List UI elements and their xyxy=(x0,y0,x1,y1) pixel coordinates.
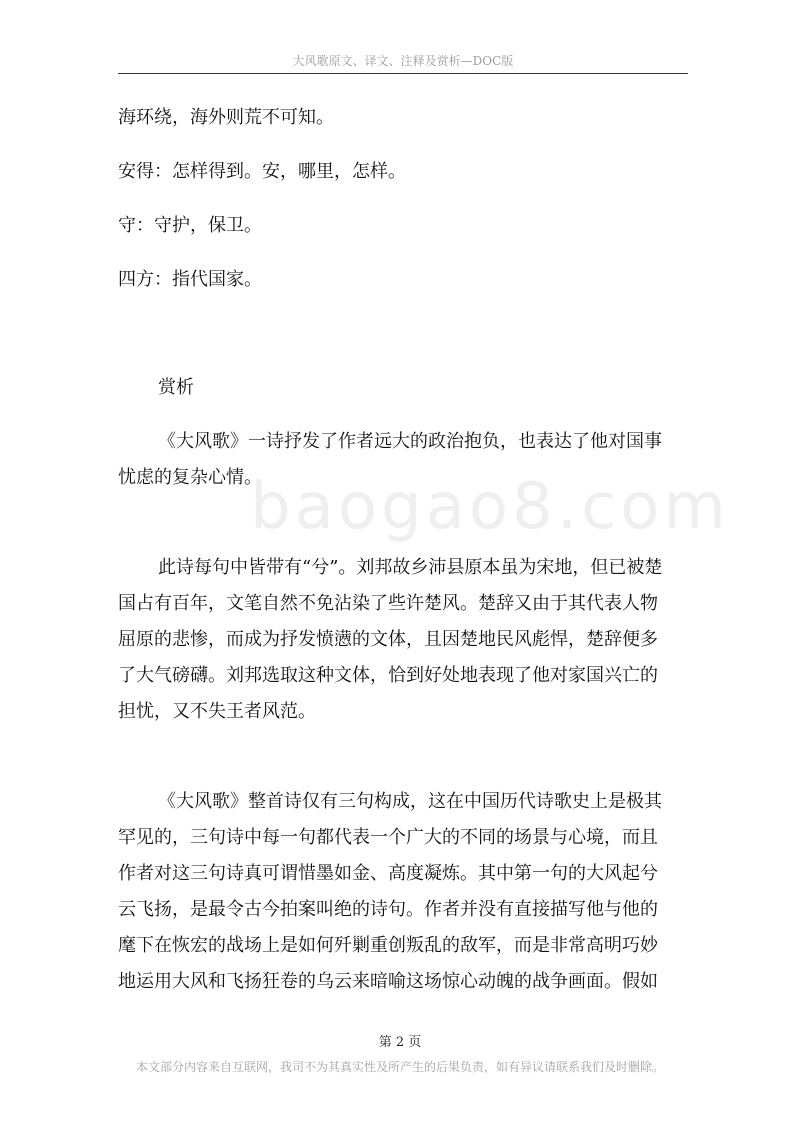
paragraph-intro xyxy=(118,424,688,496)
page-number: 第 2 页 xyxy=(378,1035,422,1050)
paragraph-line: 作者对这三句诗真可谓惜墨如金、高度凝炼。其中第一句的大风起兮 xyxy=(118,863,658,884)
paragraph-line: 麾下在恢宏的战场上是如何歼剿重创叛乱的敌军，而是非常高明巧妙 xyxy=(118,935,658,956)
spacer xyxy=(118,748,688,784)
note-line: 四方：指代国家。 xyxy=(118,269,262,290)
paragraph-chu-style xyxy=(118,550,688,730)
spacer xyxy=(118,514,688,550)
paragraph-line: 《大风歌》整首诗仅有三句构成，这在中国历代诗歌史上是极其 xyxy=(158,791,662,812)
watermark: baogao8.com xyxy=(250,470,730,544)
paragraph-line: 地运用大风和飞扬狂卷的乌云来暗喻这场惊心动魄的战争画面。假如 xyxy=(118,971,658,992)
page-header: 大风歌原文、译文、注释及赏析—DOC版 xyxy=(292,54,514,68)
document-body xyxy=(118,100,688,1018)
note-line: 安得：怎样得到。安，哪里，怎样。 xyxy=(118,161,406,182)
paragraph-line: 此诗每句中皆带有“兮”。刘邦故乡沛县原本虽为宋地，但已被楚 xyxy=(158,557,663,578)
header-rule xyxy=(118,73,688,74)
section-heading: 赏析 xyxy=(158,377,194,398)
spacer xyxy=(118,316,688,370)
paragraph-line: 了大气磅礴。刘邦选取这种文体，恰到好处地表现了他对家国兴亡的 xyxy=(118,665,658,686)
note-line: 海环绕，海外则荒不可知。 xyxy=(118,107,334,128)
paragraph-line: 《大风歌》一诗抒发了作者远大的政治抱负，也表达了他对国事 xyxy=(158,431,662,452)
page-footer-disclaimer: 本文部分内容来自互联网，我司不为其真实性及所产生的后果负责，如有异议请联系我们及时删除。 xyxy=(135,1060,664,1074)
paragraph-line: 忧虑的复杂心情。 xyxy=(118,467,262,488)
paragraph-line: 屈原的悲惨，而成为抒发愤懑的文体，且因楚地民风彪悍，楚辞便多 xyxy=(118,629,658,650)
paragraph-line: 云飞扬，是最令古今拍案叫绝的诗句。作者并没有直接描写他与他的 xyxy=(118,899,658,920)
paragraph-line: 罕见的，三句诗中每一句都代表一个广大的不同的场景与心境，而且 xyxy=(118,827,658,848)
note-line: 守：守护，保卫。 xyxy=(118,215,262,236)
paragraph-three-lines xyxy=(118,784,688,1000)
paragraph-line: 担忧，又不失王者风范。 xyxy=(118,701,316,722)
paragraph-line: 国占有百年，文笔自然不免沾染了些许楚风。楚辞又由于其代表人物 xyxy=(118,593,658,614)
